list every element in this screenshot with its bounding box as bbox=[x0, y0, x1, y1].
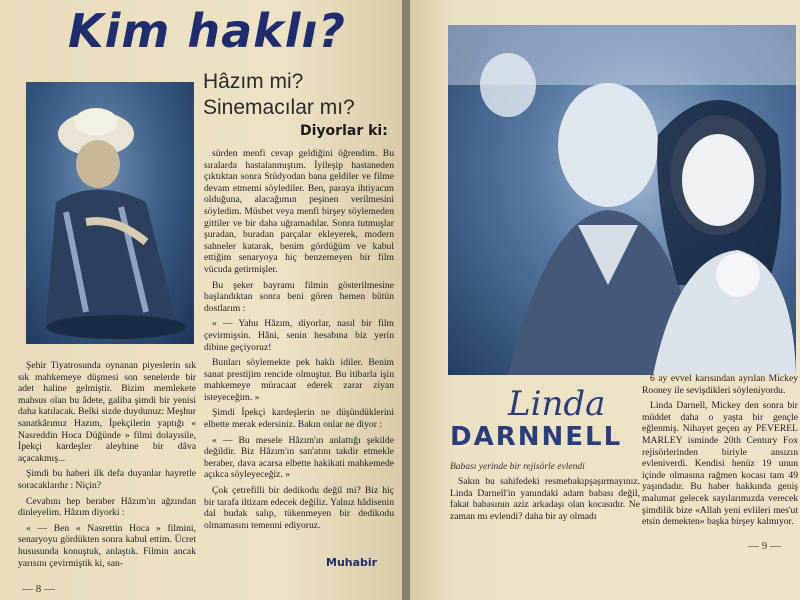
byline: Muhabir bbox=[326, 556, 378, 569]
paragraph: Çok çetrefilli bir dedikodu değil mi? Biz hiç bir tarafa iltizam edecek değiliz. Yalnız hâdisenin dal budak salıp, tükenmeyen bir dedikodu olmamasını temenni ediyoruz. bbox=[204, 485, 394, 531]
linda-script: Linda bbox=[508, 384, 606, 424]
darnnell-title: DARNNELL bbox=[450, 422, 623, 452]
photo-linda-darnell-wedding bbox=[448, 25, 796, 375]
paragraph: Bu şeker bayramı filmin gösterilmesine başlandıktan sonra beni gören hemen bütün dostlarım : bbox=[204, 279, 394, 314]
kicker-diyorlar: Diyorlar ki: bbox=[300, 123, 388, 139]
paragraph: « — Bu mesele Hâzım'ın anlattığı şekilde değildir. Biz Hâzım'ın san'atını takdir etmekle beraber, dava acarsa elbette hakikati mahkemede açıkca söyleyeceğiz. » bbox=[204, 434, 394, 481]
paragraph: Sakın bu sahifedeki resmebakıpşaşırmayınız. Linda Darnell'in yanındaki adam babası değil, fakat babasının aziz arkadaşı olan kocasıdır. Ne zaman mı evlendi? daha bir ay olmadı bbox=[450, 476, 640, 522]
article-column-3 bbox=[450, 476, 640, 526]
paragraph: « — Yahu Hâzım, diyorlar, nasıl bir film çevirmişsin. Hâni, senin hesabına biz yerin dibine geçiyoruz! bbox=[204, 318, 394, 353]
paragraph: Linda Darnell, Mickey den sonra bir müddet daha o yaşta bir gençle eğlenmiş. Nihayet geçen ay PEVEREL MARLEY isminde 20th Century Fox rejisörlerinden biriyle ansızın evleniverdi. Kendisi henüz 19 unun içinde olmasına rağmen kocası tam 49 yaşındadır. Bu haber hakkında geniş malumat gelecek sayılarımızda verecek şimdilik bize «Allah yeni evlileri mes'ut etsin demekten» başka birşey kalmıyor. bbox=[642, 400, 798, 528]
subtitle-hazim: Hâzım mi? bbox=[203, 70, 304, 93]
paragraph: Şehir Tiyatrosunda oynanan piyeslerin sık sık mahkemeye düşmesi son senelerde bir adet haline gelmiştir. Bizim memlekete mahsus olan bu âdete, galiba şimdi bir yenisi daha katılacak. Belki sizde duydunuz: Meşhur sanatkârımız Hazım, İpekçilerin yaptığı « Nasreddin Hoca Düğünde » filmi dolayısile, İpekçi kardeşler aleyhine bir dâva açacakmış... bbox=[18, 360, 196, 464]
paragraph: sürden menfi cevap geldiğini öğrendim. Bu sıralarda hastalanmıştım. İyileşip hastaneden çıktıktan sonra Stüdyodan bana geldiler ve filme devam etmemi söylediler. Ben, paraya ihtiyacım olduğuna, alacağımın peşinen verilmesini söyledim. Müsbet veya menfi birşey söylemeden gittiler ve bir daha uğramadılar. Sonra tutmuşlar şuradan, buradan parçalar ekleyerek, modern sahneler katarak, benim gördüğüm ve kabul ettiğim senaryoya hiç benzemeyen bir film vücuda getirmişler. bbox=[204, 148, 394, 275]
subtitle-sinemacilar: Sinemacılar mı? bbox=[203, 96, 355, 119]
article-column-1 bbox=[18, 360, 196, 573]
page-number-right: — 9 — bbox=[748, 540, 781, 552]
article-column-4 bbox=[642, 373, 798, 532]
paragraph: Şimdi bu haberi ilk defa duyanlar hayretle soracaklardır : Niçin? bbox=[18, 468, 196, 491]
article-caption: Babası yerinde bir rejisörle evlendi bbox=[450, 462, 585, 472]
headline: Kim haklı? bbox=[68, 4, 346, 58]
paragraph: 6 ay evvel karısından ayrılan Mickey Rooney ile sevişdikleri söyleniyordu. bbox=[642, 373, 798, 396]
right-page bbox=[410, 0, 800, 600]
photo-hazim-as-nasreddin bbox=[26, 82, 194, 344]
paragraph: « — Ben « Nasrettin Hoca » filmini, senaryoyu gördükten sonra kabul ettim. Ücret hususunda konuştuk, anlaştık. Filmin ancak yarısını çevirmiştik ki, san- bbox=[18, 522, 196, 569]
article-column-2 bbox=[204, 148, 394, 535]
paragraph: Bunları söylemekte pek haklı idiler. Benim sanat prestijim rencide olmuştur. Bu itibarla işin mahkemeye müracaat ederek zarar ziyan isteyeceğim. » bbox=[204, 357, 394, 403]
page-number-left: — 8 — bbox=[22, 583, 55, 595]
paragraph: Şimdi İpekçi kardeşlerin ne düşündüklerini elbette merak edersiniz. Bakın onlar ne diyor : bbox=[204, 407, 394, 431]
paragraph: Cevabını hep beraber Hâzım'ın ağzından dinleyelim. Hâzım diyorki : bbox=[18, 495, 196, 519]
